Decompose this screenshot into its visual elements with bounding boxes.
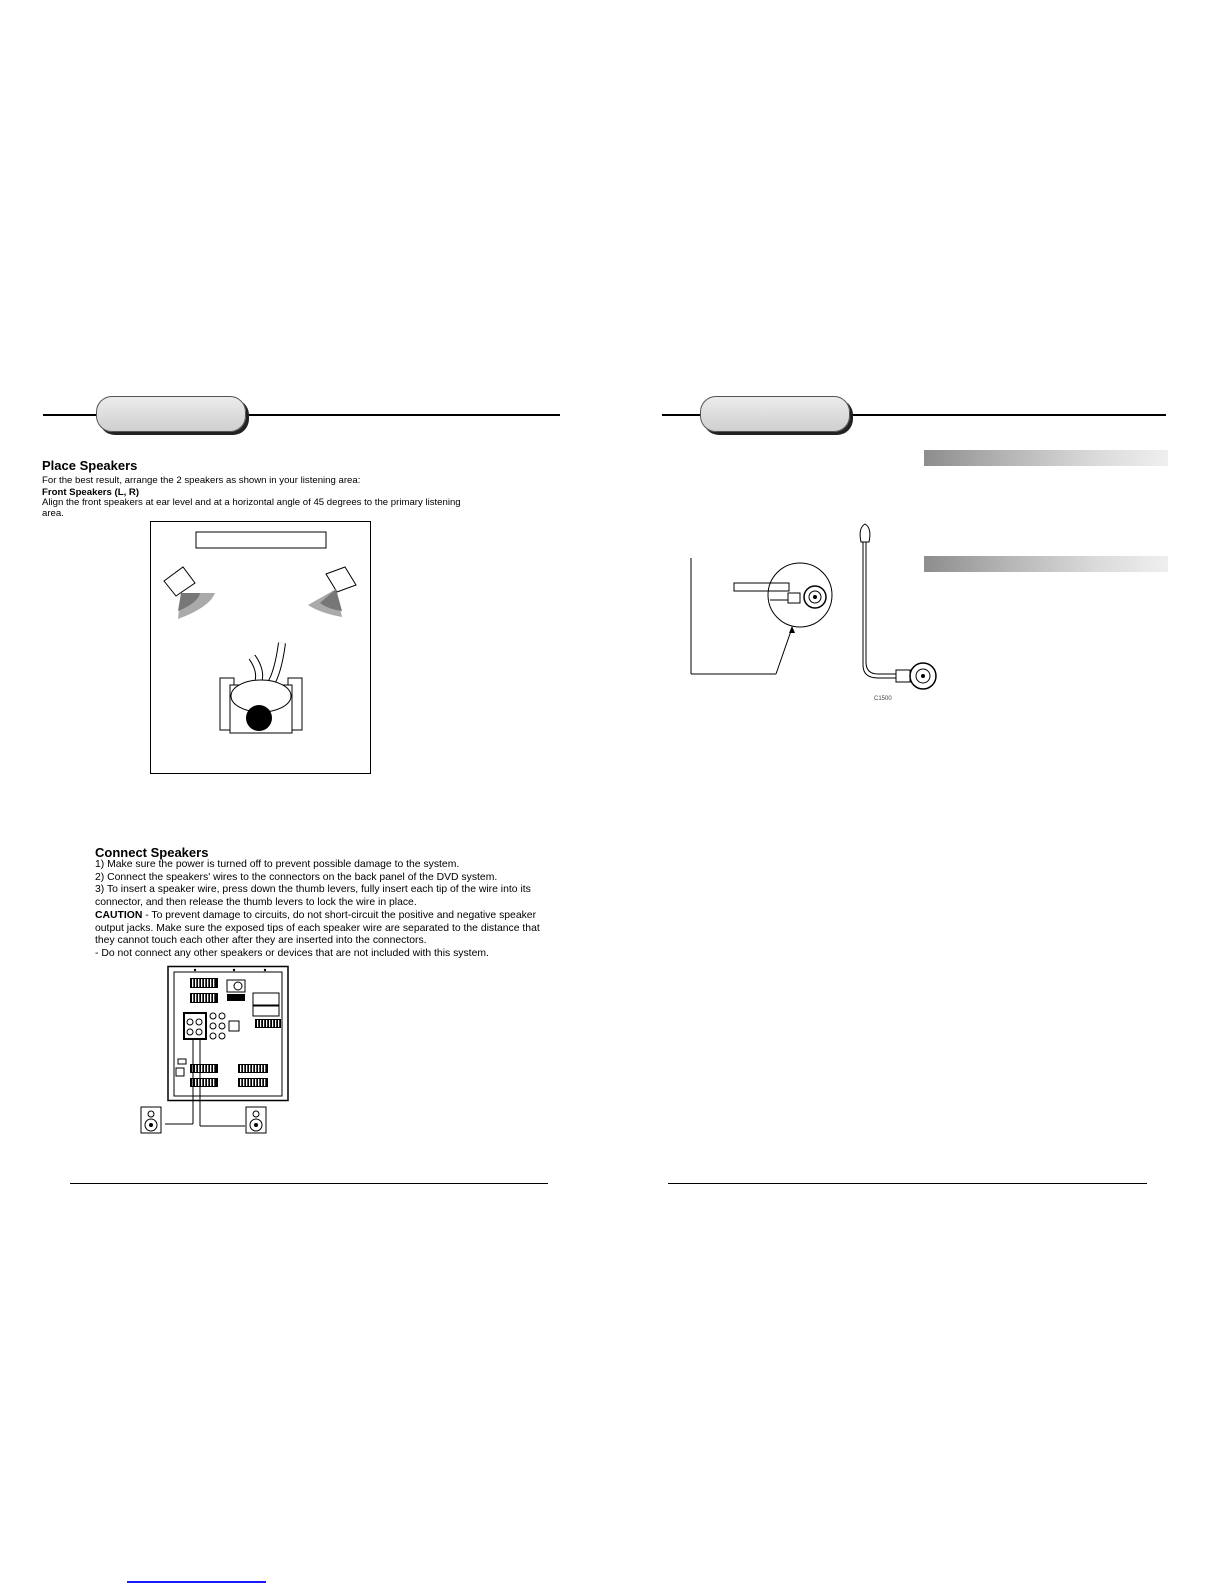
place-speakers-intro: For the best result, arrange the 2 speakers as shown in your listening area: xyxy=(42,475,361,486)
right-speaker-icon xyxy=(246,1107,266,1133)
section-banner-top xyxy=(924,450,1168,466)
rear-panel-diagram xyxy=(138,966,298,1136)
caution-line: output jacks. Make sure the exposed tips of each speaker wire are separated to the distance that xyxy=(95,922,540,934)
caution-label: CAUTION xyxy=(95,909,143,921)
figure-caption: C1500 xyxy=(874,696,892,702)
front-speakers-body-2: area. xyxy=(42,508,64,519)
caution-line: they cannot touch each other after they are inserted into the connectors. xyxy=(95,935,427,947)
antenna-connection-diagram xyxy=(688,520,948,710)
left-footer-rule xyxy=(70,1183,548,1184)
left-header-tab xyxy=(96,396,246,432)
unit-edge xyxy=(691,558,776,674)
caution-line: - Do not connect any other speakers or devices that are not included with this system. xyxy=(95,947,489,959)
tv-screen xyxy=(196,532,326,548)
step-line: connector, and then release the thumb levers to lock the wire in place. xyxy=(95,897,417,909)
right-header-tab xyxy=(700,396,850,432)
caution-text: - To prevent damage to circuits, do not short-circuit the positive and negative speaker xyxy=(142,909,537,921)
fm-antenna-wire-icon xyxy=(860,524,936,689)
step-line: 3) To insert a speaker wire, press down the thumb levers, fully insert each tip of the wire into its xyxy=(95,884,531,896)
bottom-link-underline[interactable] xyxy=(127,1581,266,1583)
step-line: 1) Make sure the power is turned off to prevent possible damage to the system. xyxy=(95,859,460,870)
room-outline xyxy=(151,522,371,774)
dvd-unit-back-panel xyxy=(168,967,288,1101)
front-speakers-label: Front Speakers (L, R) xyxy=(42,487,140,498)
left-speaker-icon xyxy=(141,1107,161,1133)
step-line: 2) Connect the speakers' wires to the connectors on the back panel of the DVD system. xyxy=(95,871,498,883)
antenna-terminal-bar xyxy=(734,583,789,591)
pointer-line xyxy=(776,628,792,674)
right-footer-rule xyxy=(668,1183,1147,1184)
front-speakers-body-1: Align the front speakers at ear level and at a horizontal angle of 45 degrees to the primary listening xyxy=(42,497,461,508)
place-speakers-heading: Place Speakers xyxy=(42,458,138,473)
connect-speakers-steps xyxy=(95,859,540,961)
section-banner-bottom xyxy=(924,556,1168,572)
speaker-placement-diagram xyxy=(150,521,372,775)
caution-line xyxy=(95,910,540,923)
connect-speakers-heading: Connect Speakers xyxy=(95,845,209,860)
